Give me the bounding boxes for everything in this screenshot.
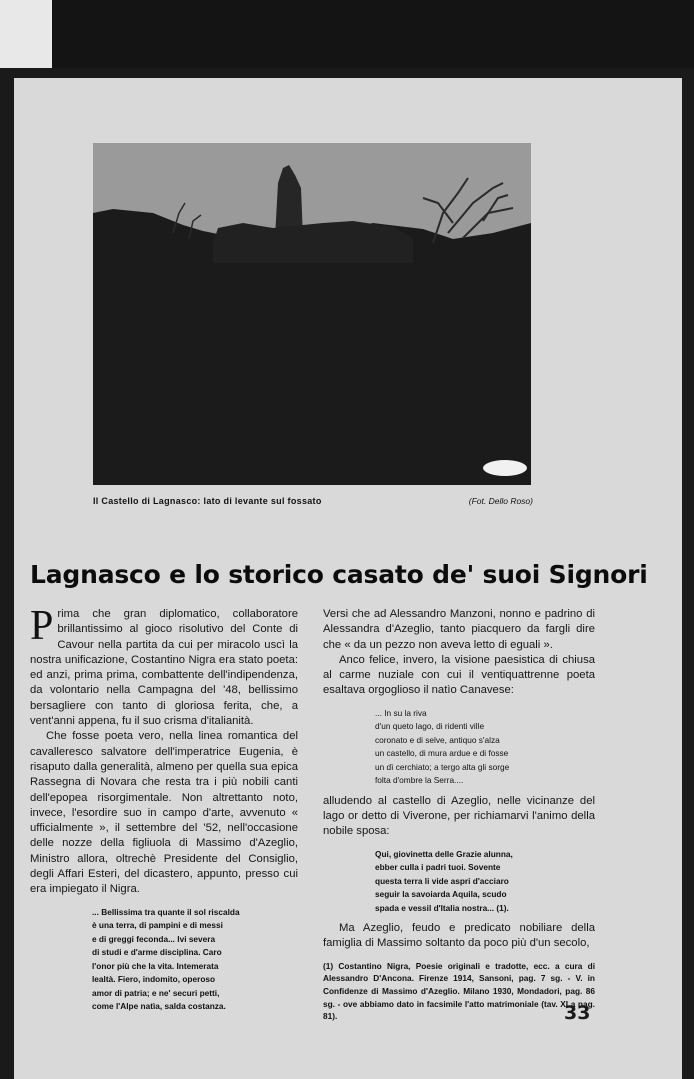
paragraph: Versi che ad Alessandro Manzoni, nonno e padrino di Alessandra d'Azeglio, tanto piacquero da fargli dire che « da un pezzo non aveva letto di eguali ». — [323, 608, 595, 651]
poem-line: ... In su la riva — [375, 707, 427, 718]
paragraph: Ma Azeglio, feudo e predicato nobiliare della famiglia di Massimo soltanto da poco più d'un secolo, — [323, 922, 595, 950]
poem-line: ... Bellissima tra quante il sol riscalda — [92, 906, 240, 917]
photo-credit: (Fot. Dello Roso) — [468, 496, 533, 506]
castle-photo — [93, 143, 531, 485]
paragraph — [30, 603, 298, 729]
castle-photo-image — [93, 143, 531, 485]
paragraph: Anco felice, invero, la visione paesistica di chiusa al carme nuziale con cui il ventiquattrenne poeta esaltava orgoglioso il natìo Canavese: — [323, 653, 595, 697]
footnote: (1) Costantino Nigra, Poesie originali e tradotte, ecc. a cura di Alessandro D'Ancona. Firenze 1914, Sansoni, pag. 7 sg. - V. in Confidenze di Massimo d'Azeglio. Milano 1930, Mondadori, pag. 86 sg. - ove abbiamo dato in facsimile l'atto matrimoniale (tav. XI a pag. 81). — [323, 960, 595, 1022]
poem-excerpt — [375, 848, 595, 916]
poem-excerpt — [92, 906, 298, 1014]
poem-line: Qui, giovinetta delle Grazie alunna, — [375, 848, 513, 859]
poem-line: folta d'ombre la Serra.... — [375, 775, 464, 786]
scan-dark-border — [0, 0, 694, 68]
paragraph: Che fosse poeta vero, nella linea romantica del cavalleresco salvatore dell'imperatrice Eugenia, è risaputo dalla generalità, almeno per quella sua epica Rassegna di Novara che resta tra i più nobili canti dell'epopea risorgimentale. Non altrettanto noto, invece, l'esordire suo in campo d'arte, avvenuto « ufficialmente », il settembre del '52, nell'occasione delle nozze della figliuola di Massimo d'Azeglio, Ministro allora, oltrechè Presidente del Consiglio, degli Affari Esteri, del dicastero, appunto, presso cui era impiegato il Nigra. — [30, 730, 298, 896]
poem-line: coronato e di selve, antiquo s'alza — [375, 734, 500, 745]
poem-line: è una terra, di pampini e di messi — [92, 920, 223, 931]
poem-line: lealtà. Fiero, indomito, operoso — [92, 974, 216, 985]
poem-line: questa terra li vide aspri d'acciaro — [375, 875, 509, 886]
poem-excerpt — [375, 707, 595, 788]
poem-line: l'onor più che la vita. Intemerata — [92, 960, 219, 971]
poem-line: un castello, di mura ardue e di fosse — [375, 748, 509, 759]
poem-line: ebber culla i padri tuoi. Sovente — [375, 862, 501, 873]
poem-line: come l'Alpe natìa, salda costanza. — [92, 1001, 226, 1012]
poem-line: amor di patria; e ne' securi petti, — [92, 987, 220, 998]
paragraph-text: rima che gran diplomatico, collaboratore brillantissimo al gioco risolutivo del Conte di Cavour nella partita da cui per miracolo uscì la nostra unificazione, Costantino Nigra era stato poeta: ed anzi, prima prima, combattente dell'indipendenza, da volontario nella Campagna del '48, bellissimo bersagliere con tanto di gloriosa ferita, che, a vent'anni appena, fu il suo crisma d'italianità. — [30, 608, 298, 728]
poem-line: spada e vessil d'Italia nostra... (1). — [375, 902, 509, 913]
right-column — [323, 607, 595, 1023]
poem-line: seguir la savoiarda Aquila, scudo — [375, 889, 507, 900]
poem-line: e di greggi feconda... lvi severa — [92, 933, 216, 944]
scan-corner-notch — [0, 0, 52, 68]
left-column — [30, 603, 298, 1020]
page-number: 33 — [564, 1002, 591, 1024]
poem-line: un dì cerchiato; a tergo alta gli sorge — [375, 761, 510, 772]
paragraph: alludendo al castello di Azeglio, nelle vicinanze del lago or detto di Viverone, per richiamarvi l'animo della nobile sposa: — [323, 794, 595, 838]
caption-text: Il Castello di Lagnasco: lato di levante sul fossato — [93, 496, 322, 506]
drop-cap: P — [30, 603, 54, 649]
poem-line: di studi e d'arme disciplina. Caro — [92, 947, 222, 958]
poem-line: d'un queto lago, di ridenti ville — [375, 721, 485, 732]
article-title: Lagnasco e lo storico casato de' suoi Signori — [30, 560, 648, 589]
